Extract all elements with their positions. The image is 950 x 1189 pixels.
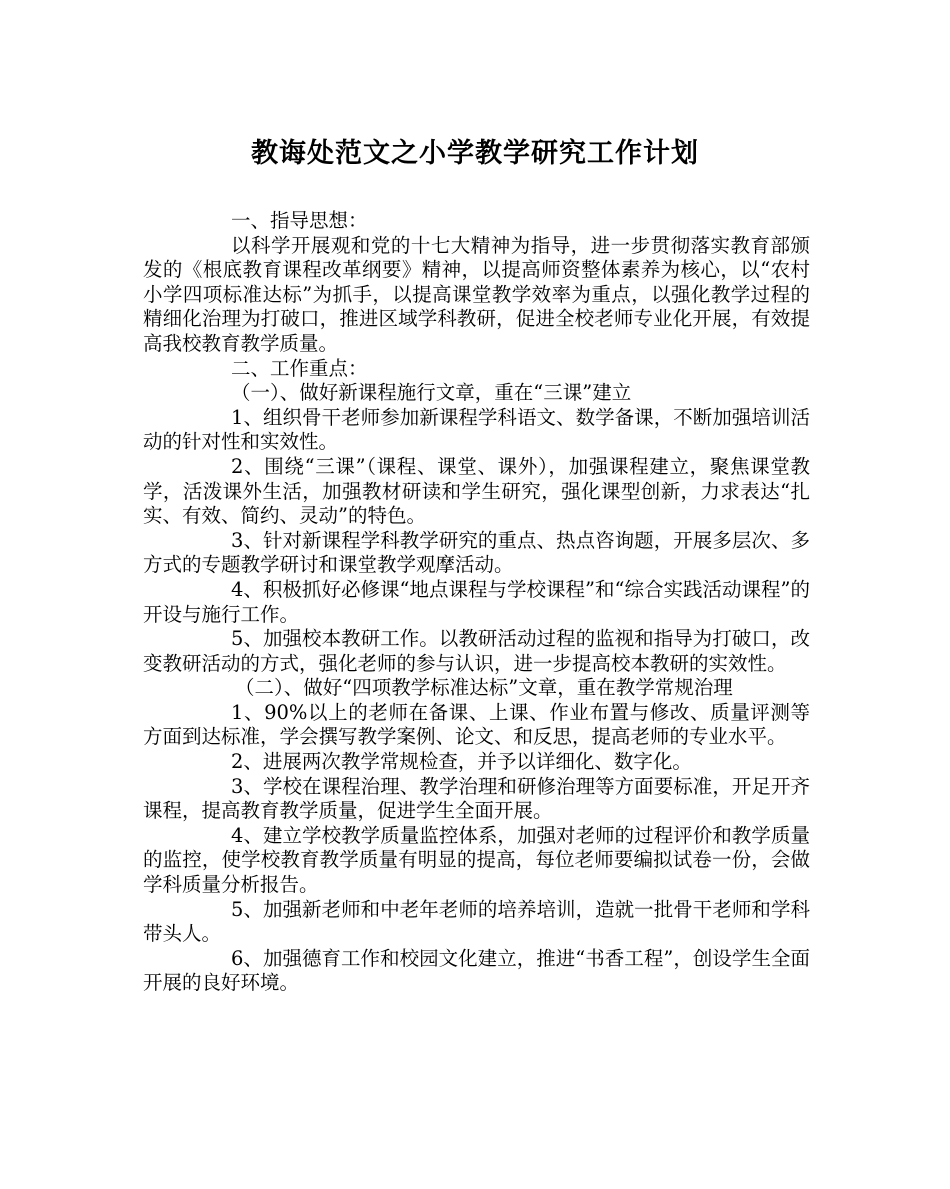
list-item-1-1: 1、组织骨干老师参加新课程学科语文、数学备课，不断加强培训活动的针对性和实效性。 [143,405,810,454]
list-item-1-5: 5、加强校本教研工作。以教研活动过程的监视和指导为打破口，改变教研活动的方式，强化老师的参与认识，进一步提高校本教研的实效性。 [143,627,810,675]
section-heading-work-focus: 二、工作重点： [231,356,368,380]
paragraph-guiding-thought: 以科学开展观和党的十七大精神为指导，进一步贯彻落实教育部颁发的《根底教育课程改革纲要》精神，以提高师资整体素养为核心，以“农村小学四项标准达标”为抓手，以提高课堂教学效率为重点，以强化教学过程的精细化治理为打破口，推进区域学科教研，促进全校老师专业化开展，有效提高我校教育教学质量。 [143,233,810,355]
document-title: 教诲处范文之小学教学研究工作计划 [251,138,699,169]
list-item-2-1: 1、90%以上的老师在备课、上课、作业布置与修改、质量评测等方面到达标准，学会撰写教学案例、论文、和反思，提高老师的专业水平。 [143,700,810,749]
list-item-2-5: 5、加强新老师和中老年老师的培养培训，造就一批骨干老师和学科带头人。 [143,897,810,946]
list-item-2-2: 2、进展两次教学常规检查，并予以详细化、数字化。 [231,750,692,774]
subsection-heading-1: （一）、做好新课程施行文章，重在“三课”建立 [231,381,632,405]
subsection-heading-2: （二）、做好“四项教学标准达标”文章，重在教学常规治理 [235,676,733,700]
list-item-1-4: 4、积极抓好必修课“地点课程与学校课程”和“综合实践活动课程”的开设与施行工作。 [143,577,810,626]
document-body [143,209,810,996]
list-item-2-4: 4、建立学校教学质量监控体系，加强对老师的过程评价和教学质量的监控，使学校教育教学质量有明显的提高，每位老师要编拟试卷一份，会做学科质量分析报告。 [143,823,810,897]
list-item-2-6: 6、加强德育工作和校园文化建立，推进“书香工程”，创设学生全面开展的良好环境。 [143,946,810,995]
list-item-2-3: 3、学校在课程治理、教学治理和研修治理等方面要标准，开足开齐课程，提高教育教学质量，促进学生全面开展。 [143,774,810,823]
section-heading-guiding-thought: 一、指导思想： [231,209,368,232]
list-item-1-3: 3、针对新课程学科教学研究的重点、热点咨询题，开展多层次、多方式的专题教学研讨和课堂教学观摩活动。 [143,528,810,577]
list-item-1-2: 2、围绕“三课”（课程、课堂、课外），加强课程建立，聚焦课堂教学，活泼课外生活，加强教材研读和学生研究，强化课型创新，力求表达“扎实、有效、简约、灵动”的特色。 [143,454,810,528]
